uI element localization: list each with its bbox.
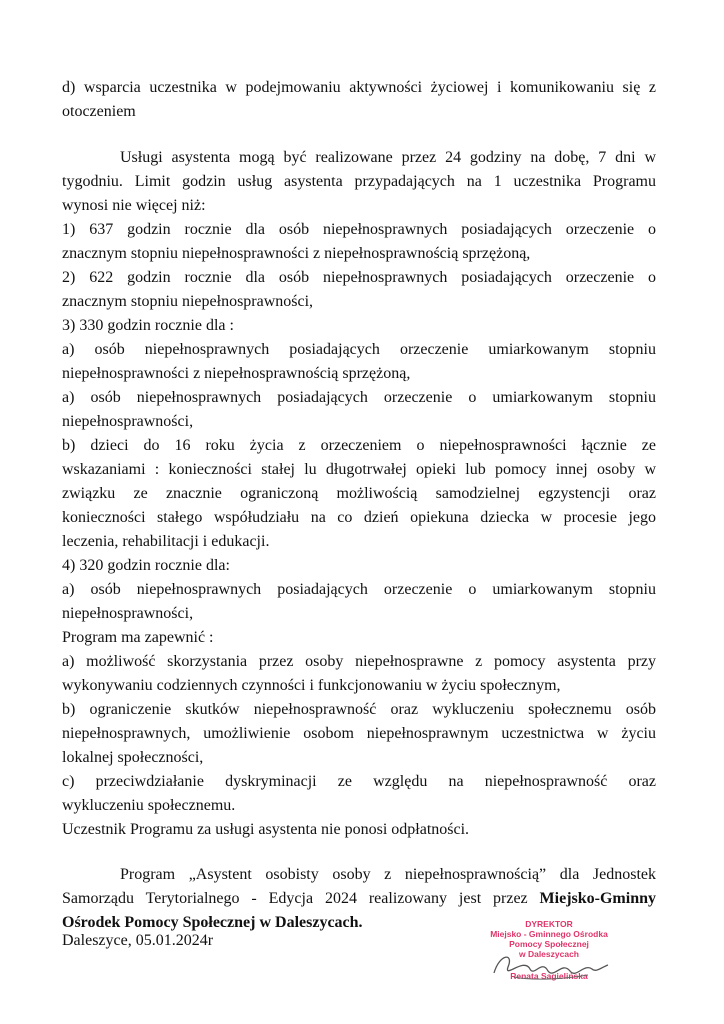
limit-3b-line-2: wskazaniami : konieczności stałej lu długotrwałej opieki lub pomocy innej osoby w [62, 461, 656, 478]
intro-line-1: Usługi asystenta mogą być realizowane przez 24 godziny na dobę, 7 dni w [120, 149, 656, 166]
goal-a-line-2: wykonywaniu codziennych czynności i funkcjonowaniu w życiu społecznym, [62, 677, 561, 694]
closing-line-3: Ośrodek Pomocy Społecznej w Daleszycach. [62, 914, 363, 931]
item-d-line-2: otoczeniem [62, 103, 136, 120]
intro-line-2: tygodniu. Limit godzin usług asystenta przypadających na 1 uczestnika Programu [62, 173, 656, 190]
limit-4a-line-1: a) osób niepełnosprawnych posiadających orzeczenie o umiarkowanym stopniu [62, 581, 656, 598]
document-date: Daleszyce, 05.01.2024r [62, 932, 214, 949]
item-d-line-1: d) wsparcia uczestnika w podejmowaniu aktywności życiowej i komunikowaniu się z [62, 79, 656, 96]
limit-3a2-line-1: a) osób niepełnosprawnych posiadających orzeczenie o umiarkowanym stopniu [62, 389, 656, 406]
goal-c-line-2: wykluczeniu społecznemu. [62, 797, 236, 814]
goal-b-line-1: b) ograniczenie skutków niepełnosprawność oraz wykluczeniu społecznemu osób [62, 701, 656, 718]
document-body [62, 76, 656, 935]
no-fee-statement: Uczestnik Programu za usługi asystenta nie ponosi odpłatności. [62, 821, 470, 838]
stamp-line-2: Miejsko - Gminnego Ośrodka [490, 929, 608, 939]
limit-4-heading: 4) 320 godzin rocznie dla: [62, 557, 230, 574]
limit-3a1-line-2: niepełnosprawności z niepełnosprawnością sprzężoną, [62, 365, 411, 382]
limit-3b-line-1: b) dzieci do 16 roku życia z orzeczeniem o niepełnosprawności łącznie ze [62, 437, 656, 454]
goal-b-line-3: lokalnej społeczności, [62, 749, 204, 766]
closing-plain-text: Samorządu Terytorialnego - Edycja 2024 realizowany jest przez [62, 890, 540, 907]
limit-1-line-1: 1) 637 godzin rocznie dla osób niepełnosprawnych posiadających orzeczenie o [62, 221, 656, 238]
limit-3-heading: 3) 330 godzin rocznie dla : [62, 317, 234, 334]
closing-bold-text: Miejsko-Gminny [539, 890, 656, 907]
limit-1-line-2: znacznym stopniu niepełnosprawności z niepełnosprawnością sprzężoną, [62, 245, 531, 262]
stamp-line-1: DYREKTOR [525, 919, 573, 929]
limit-3b-line-5: leczenia, rehabilitacji i edukacji. [62, 533, 270, 550]
limit-2-line-2: znacznym stopniu niepełnosprawności, [62, 293, 314, 310]
limit-3b-line-3: związku ze znacznie ograniczoną możliwością samodzielnej egzystencji oraz [62, 485, 656, 502]
limit-3b-line-4: konieczności stałego współudziału na co dzień opiekuna dziecka w procesie jego [62, 509, 656, 526]
stamp-line-4: w Daleszycach [518, 949, 579, 959]
signature-icon [484, 949, 614, 985]
limit-2-line-1: 2) 622 godzin rocznie dla osób niepełnosprawnych posiadających orzeczenie o [62, 269, 656, 286]
intro-line-3: wynosi nie więcej niż: [62, 197, 206, 214]
goal-c-line-1: c) przeciwdziałanie dyskryminacji ze względu na niepełnosprawność oraz [62, 773, 656, 790]
limit-4a-line-2: niepełnosprawności, [62, 605, 194, 622]
limit-3a2-line-2: niepełnosprawności, [62, 413, 194, 430]
goal-a-line-1: a) możliwość skorzystania przez osoby niepełnosprawne z pomocy asystenta przy [62, 653, 656, 670]
program-goals-heading: Program ma zapewnić : [62, 629, 214, 646]
limit-3a1-line-1: a) osób niepełnosprawnych posiadających orzeczenie umiarkowanym stopniu [62, 341, 656, 358]
director-stamp [474, 919, 624, 995]
goal-b-line-2: niepełnosprawnych, umożliwienie osobom niepełnosprawnym uczestnictwa w życiu [62, 725, 656, 742]
closing-line-2 [62, 887, 656, 911]
stamp-line-3: Pomocy Społecznej [509, 939, 589, 949]
stamp-line-5: Renata Sagielińska [510, 971, 588, 981]
closing-line-1: Program „Asystent osobisty osoby z niepełnosprawnością” dla Jednostek [120, 866, 656, 883]
